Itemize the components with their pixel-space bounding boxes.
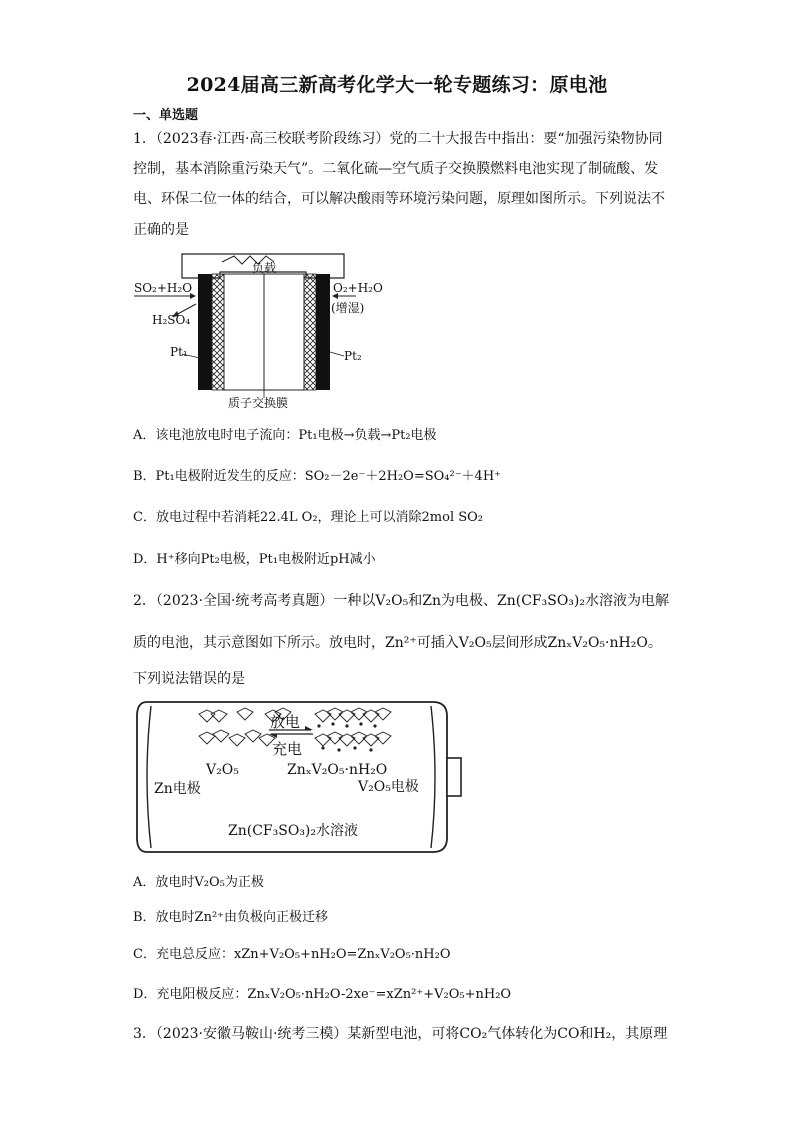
product-label: ZnₓV₂O₅·nH₂O: [287, 762, 388, 778]
pt2-electrode: [316, 274, 330, 390]
q1-option-c: C．放电过程中若消耗22.4L O₂，理论上可以消除2mol SO₂: [133, 510, 484, 525]
pt2-label: Pt₂: [344, 349, 362, 363]
q1-option-d: D．H⁺移向Pt₂电极，Pt₁电极附近pH减小: [133, 552, 376, 567]
q1-line-1: 1．（2023春·江西·高三校联考阶段练习）党的二十大报告中指出：要“加强污染物协同: [133, 131, 663, 147]
right-note-label: (增湿): [331, 301, 365, 315]
q2-option-b: B．放电时Zn²⁺由负极向正极迁移: [133, 910, 329, 925]
zn-electrode-label: Zn电极: [154, 781, 201, 797]
battery-terminal: [447, 758, 461, 796]
left-outlet-label: H₂SO₄: [152, 313, 191, 327]
pt1-label: Pt₁: [170, 345, 188, 359]
q2-option-d: D．充电阳极反应：ZnₓV₂O₅·nH₂O-2xe⁻=xZn²⁺+V₂O₅+nH₂O: [133, 987, 512, 1002]
q1-option-a: A．该电池放电时电子流向：Pt₁电极→负载→Pt₂电极: [133, 428, 437, 443]
q3-line-1: 3．（2023·安徽马鞍山·统考三模）某新型电池，可将CO₂气体转化为CO和H₂，其原理: [133, 1026, 668, 1042]
q1-line-2: 控制，基本消除重污染天气”。二氧化硫—空气质子交换膜燃料电池实现了制硫酸、发: [133, 161, 659, 177]
q2-line-1: 2．（2023·全国·统考高考真题）一种以V₂O₅和Zn为电极、Zn(CF₃SO₃)₂水溶液为电解: [133, 593, 669, 609]
load-label: 负载: [252, 261, 277, 275]
charge-label: 充电: [272, 740, 303, 758]
q2-option-a: A．放电时V₂O₅为正极: [133, 875, 264, 890]
section-heading: 一、单选题: [133, 108, 199, 123]
q2-option-c: C．充电总反应：xZn+V₂O₅+nH₂O=ZnₓV₂O₅·nH₂O: [133, 947, 451, 962]
q1-line-3: 电、环保二位一体的结合，可以解决酸雨等环境污染问题，原理如图所示。下列说法不: [133, 191, 665, 207]
right-catalyst: [304, 274, 316, 390]
v2o5-label: V₂O₅: [206, 762, 239, 778]
left-inlet-label: SO₂+H₂O: [134, 281, 193, 295]
pt1-electrode: [198, 274, 212, 390]
v2o5-electrode-label: V₂O₅电极: [358, 779, 419, 795]
membrane-label: 质子交换膜: [228, 396, 289, 410]
q1-option-b: B．Pt₁电极附近发生的反应：SO₂－2e⁻＋2H₂O=SO₄²⁻＋4H⁺: [133, 469, 502, 484]
left-catalyst: [212, 274, 224, 390]
page-title: 2024届高三新高考化学大一轮专题练习：原电池: [186, 74, 608, 96]
fuel-cell-diagram: [130, 248, 360, 413]
q2-line-3: 下列说法错误的是: [133, 671, 245, 687]
right-inlet-label: O₂+H₂O: [333, 281, 383, 295]
electrolyte-label: Zn(CF₃SO₃)₂水溶液: [228, 823, 358, 839]
q1-line-4: 正确的是: [133, 222, 189, 238]
discharge-label: 放电: [270, 713, 301, 731]
q2-line-2: 质的电池，其示意图如下所示。放电时，Zn²⁺可插入V₂O₅层间形成ZnₓV₂O₅·nH₂O。: [133, 635, 662, 651]
